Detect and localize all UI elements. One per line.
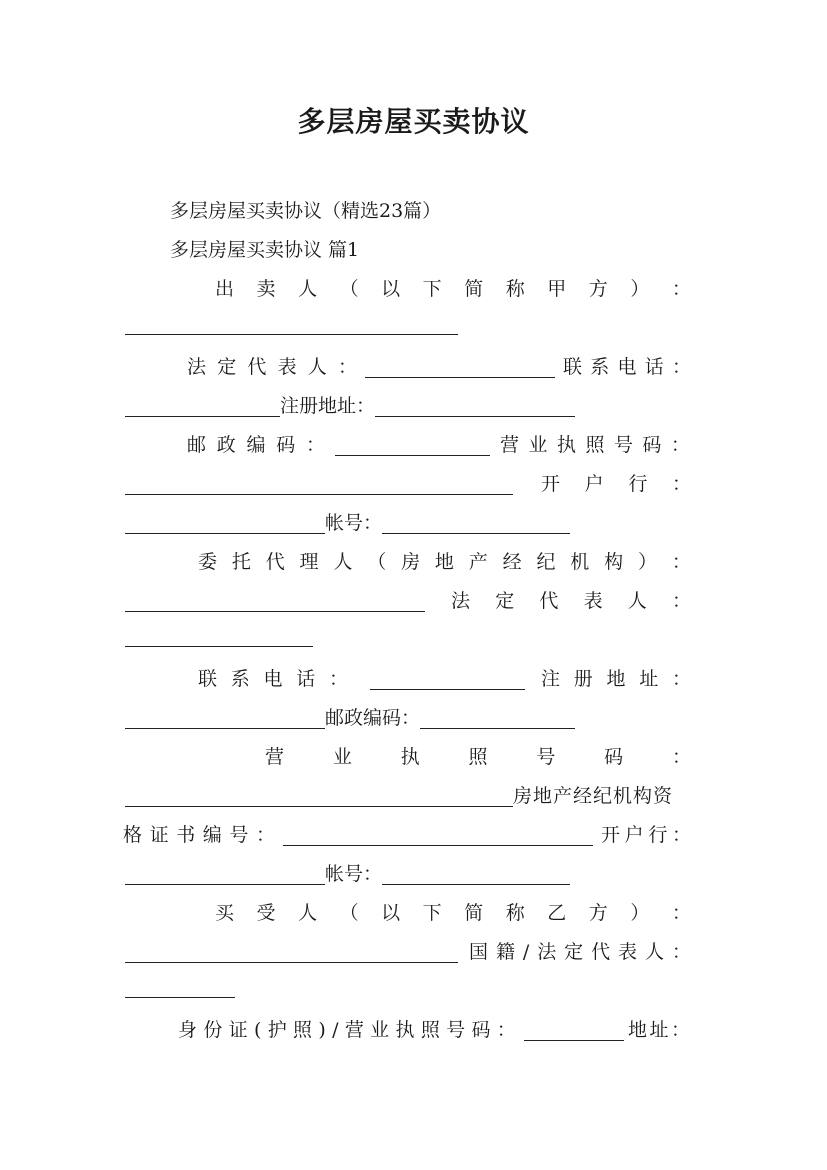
- label-char: 码: [276, 434, 296, 456]
- label-char: 邮: [187, 434, 207, 456]
- label-char: 经: [502, 551, 522, 573]
- label-char: 简: [464, 902, 484, 924]
- label-char: 码: [604, 746, 624, 768]
- label-char: ：: [671, 668, 691, 690]
- label-char: 方: [588, 902, 608, 924]
- label-char: 格: [123, 824, 143, 846]
- label-char: 地: [628, 1019, 648, 1041]
- label-char: 政: [216, 434, 236, 456]
- label-char: 码: [642, 434, 662, 456]
- label-char: 业: [370, 1019, 390, 1041]
- agent-label: [198, 548, 691, 576]
- label-char: 地: [434, 551, 454, 573]
- label-char: 下: [422, 278, 442, 300]
- label-char: 执: [556, 434, 576, 456]
- cert-no-label: [123, 821, 275, 849]
- section-heading: [170, 236, 690, 264]
- cert-label: 房地产经纪机构资: [513, 785, 674, 807]
- license2-line: [265, 743, 691, 771]
- seller-line: [215, 275, 691, 303]
- agent-line: [198, 548, 691, 576]
- label-char: 营: [265, 746, 285, 768]
- section-text: 多层房屋买卖协议 篇1: [170, 239, 360, 261]
- nationality-label: [469, 938, 691, 966]
- label-char: 下: [422, 902, 442, 924]
- label-char: 照: [420, 1019, 440, 1041]
- label-char: 表: [618, 941, 638, 963]
- label-char: 址: [649, 1019, 669, 1041]
- label-char: 委: [198, 551, 218, 573]
- postal2-line: [125, 704, 691, 732]
- account2-label: 帐号：: [325, 863, 383, 885]
- label-char: ：: [305, 434, 325, 456]
- buyer-label: [215, 899, 691, 927]
- label-char: 甲: [547, 278, 567, 300]
- phone2-line: [198, 665, 691, 693]
- label-char: ：: [671, 902, 691, 924]
- id-label: [178, 1016, 516, 1044]
- label-char: 址: [639, 668, 659, 690]
- label-char: ：: [328, 668, 348, 690]
- label-char: 电: [617, 356, 637, 378]
- label-char: 纪: [536, 551, 556, 573]
- postal-line: [187, 431, 691, 459]
- account2-blank[interactable]: [382, 864, 570, 885]
- buyer-blank-line: [125, 938, 691, 966]
- label-char: 号: [613, 434, 633, 456]
- buyer-line: [215, 899, 691, 927]
- label-char: 人: [298, 278, 318, 300]
- label-char: （: [367, 551, 387, 573]
- label-char: 联: [563, 356, 583, 378]
- nationality-blank[interactable]: [125, 977, 235, 998]
- nationality-blank-line: [125, 977, 691, 1005]
- license2-label: [265, 743, 691, 771]
- license2-blank[interactable]: [125, 786, 513, 807]
- label-char: ：: [671, 824, 691, 846]
- label-char: 号: [229, 824, 249, 846]
- label-char: ：: [671, 590, 691, 612]
- postal2-label: 邮政编码：: [325, 707, 421, 729]
- label-char: （: [339, 902, 359, 924]
- label-char: 户: [584, 473, 604, 495]
- label-char: 话: [296, 668, 316, 690]
- label-char: 机: [570, 551, 590, 573]
- reg-addr-blank[interactable]: [375, 396, 575, 417]
- label-char: 定: [217, 356, 237, 378]
- label-char: ）: [630, 902, 650, 924]
- intro-text: 多层房屋买卖协议（精选23篇）: [170, 200, 442, 222]
- cert-no-line: [123, 821, 691, 849]
- label-char: 照: [585, 434, 605, 456]
- label-char: 电: [263, 668, 283, 690]
- label-char: 业: [332, 746, 352, 768]
- label-char: 户: [624, 824, 644, 846]
- label-char: 系: [590, 356, 610, 378]
- label-char: 买: [215, 902, 235, 924]
- label-char: 理: [299, 551, 319, 573]
- legal-rep2-label: [451, 587, 691, 615]
- bank2-label: [601, 821, 691, 849]
- label-char: 开: [601, 824, 621, 846]
- label-char: 话: [644, 356, 664, 378]
- label-char: ）: [630, 278, 650, 300]
- label-char: ：: [671, 356, 691, 378]
- legal-rep-blank[interactable]: [365, 357, 555, 378]
- label-char: 行: [648, 824, 668, 846]
- label-char: 代: [265, 551, 285, 573]
- label-char: 产: [468, 551, 488, 573]
- label-char: ：: [255, 824, 275, 846]
- address-label: [628, 1016, 690, 1044]
- postal-label: [187, 431, 325, 459]
- label-char: ): [318, 1019, 326, 1041]
- label-char: 册: [573, 668, 593, 690]
- label-char: 码: [471, 1019, 491, 1041]
- label-char: 地: [606, 668, 626, 690]
- label-char: 联: [198, 668, 218, 690]
- label-char: 书: [176, 824, 196, 846]
- label-char: 法: [537, 941, 557, 963]
- id-blank[interactable]: [524, 1020, 624, 1041]
- label-char: 定: [495, 590, 515, 612]
- label-char: /: [332, 1019, 339, 1041]
- label-char: 构: [604, 551, 624, 573]
- seller-blank[interactable]: [125, 314, 458, 335]
- legal-rep-label: [187, 353, 357, 381]
- license-label: [500, 431, 690, 459]
- label-char: 表: [583, 590, 603, 612]
- label-char: 编: [202, 824, 222, 846]
- intro-line: [170, 197, 690, 225]
- label-char: 编: [246, 434, 266, 456]
- label-char: 乙: [547, 902, 567, 924]
- label-char: ：: [671, 278, 691, 300]
- label-char: 国: [469, 941, 489, 963]
- label-char: ：: [496, 1019, 516, 1041]
- label-char: 方: [588, 278, 608, 300]
- label-char: 执: [400, 746, 420, 768]
- label-char: 卖: [256, 278, 276, 300]
- label-char: 称: [505, 902, 525, 924]
- document-title: 多层房屋买卖协议: [297, 105, 530, 138]
- label-char: 营: [500, 434, 520, 456]
- bank2-blank[interactable]: [125, 864, 325, 885]
- label-char: 代: [591, 941, 611, 963]
- phone2-blank[interactable]: [370, 669, 525, 690]
- label-char: ：: [671, 941, 691, 963]
- bank-label: [541, 470, 691, 498]
- label-char: 证: [228, 1019, 248, 1041]
- buyer-blank[interactable]: [125, 942, 458, 963]
- label-char: 以: [381, 902, 401, 924]
- label-char: 行: [628, 473, 648, 495]
- label-char: 简: [464, 278, 484, 300]
- license-blank-line: [125, 470, 691, 498]
- label-char: 代: [539, 590, 559, 612]
- legal-rep2-blank-line: [125, 626, 691, 654]
- reg-addr-label: 注册地址：: [280, 395, 376, 417]
- label-char: ：: [670, 434, 690, 456]
- label-char: 系: [230, 668, 250, 690]
- label-char: （: [339, 278, 359, 300]
- label-char: 表: [277, 356, 297, 378]
- label-char: 受: [256, 902, 276, 924]
- reg-addr2-label: [541, 665, 691, 693]
- label-char: /: [522, 941, 530, 963]
- legal-rep2-blank[interactable]: [125, 626, 313, 647]
- label-char: 法: [451, 590, 471, 612]
- label-char: 号: [446, 1019, 466, 1041]
- label-char: (: [253, 1019, 262, 1041]
- label-char: 人: [333, 551, 353, 573]
- legal-rep-line: [187, 353, 691, 381]
- label-char: 籍: [495, 941, 515, 963]
- phone-blank-line: [125, 392, 691, 420]
- phone-label: [563, 353, 691, 381]
- label-char: 法: [187, 356, 207, 378]
- agent-blank-line: [125, 587, 691, 615]
- label-char: 份: [203, 1019, 223, 1041]
- phone-blank[interactable]: [125, 396, 280, 417]
- label-char: 以: [381, 278, 401, 300]
- label-char: ：: [671, 473, 691, 495]
- account-blank[interactable]: [382, 513, 570, 534]
- label-char: 身: [178, 1019, 198, 1041]
- label-char: ：: [337, 356, 357, 378]
- label-char: ：: [671, 746, 691, 768]
- label-char: 人: [644, 941, 664, 963]
- label-char: ：: [671, 551, 691, 573]
- seller-label: [215, 275, 691, 303]
- cert-no-blank[interactable]: [283, 825, 593, 846]
- label-char: 房: [401, 551, 421, 573]
- label-char: 证: [149, 824, 169, 846]
- label-char: 营: [344, 1019, 364, 1041]
- reg-addr2-blank[interactable]: [125, 708, 325, 729]
- account-line: [125, 509, 691, 537]
- label-char: 护: [267, 1019, 287, 1041]
- agent-blank[interactable]: [125, 591, 425, 612]
- label-char: ：: [670, 1019, 690, 1041]
- label-char: ）: [637, 551, 657, 573]
- account2-line: [125, 860, 691, 888]
- label-char: 照: [293, 1019, 313, 1041]
- license2-blank-line: [125, 782, 691, 810]
- label-char: 人: [298, 902, 318, 924]
- label-char: 人: [627, 590, 647, 612]
- label-char: 业: [528, 434, 548, 456]
- label-char: 定: [564, 941, 584, 963]
- label-char: 执: [395, 1019, 415, 1041]
- license-blank[interactable]: [125, 474, 513, 495]
- label-char: 人: [307, 356, 327, 378]
- phone2-label: [198, 665, 348, 693]
- label-char: 代: [247, 356, 267, 378]
- label-char: 称: [505, 278, 525, 300]
- bank-blank[interactable]: [125, 513, 325, 534]
- postal-blank[interactable]: [335, 435, 490, 456]
- label-char: 照: [468, 746, 488, 768]
- label-char: 出: [215, 278, 235, 300]
- account-label: 帐号：: [325, 512, 383, 534]
- label-char: 注: [541, 668, 561, 690]
- id-line: [178, 1016, 691, 1044]
- label-char: 号: [536, 746, 556, 768]
- postal2-blank[interactable]: [420, 708, 575, 729]
- label-char: 托: [231, 551, 251, 573]
- label-char: 开: [541, 473, 561, 495]
- seller-blank-line: [125, 314, 691, 342]
